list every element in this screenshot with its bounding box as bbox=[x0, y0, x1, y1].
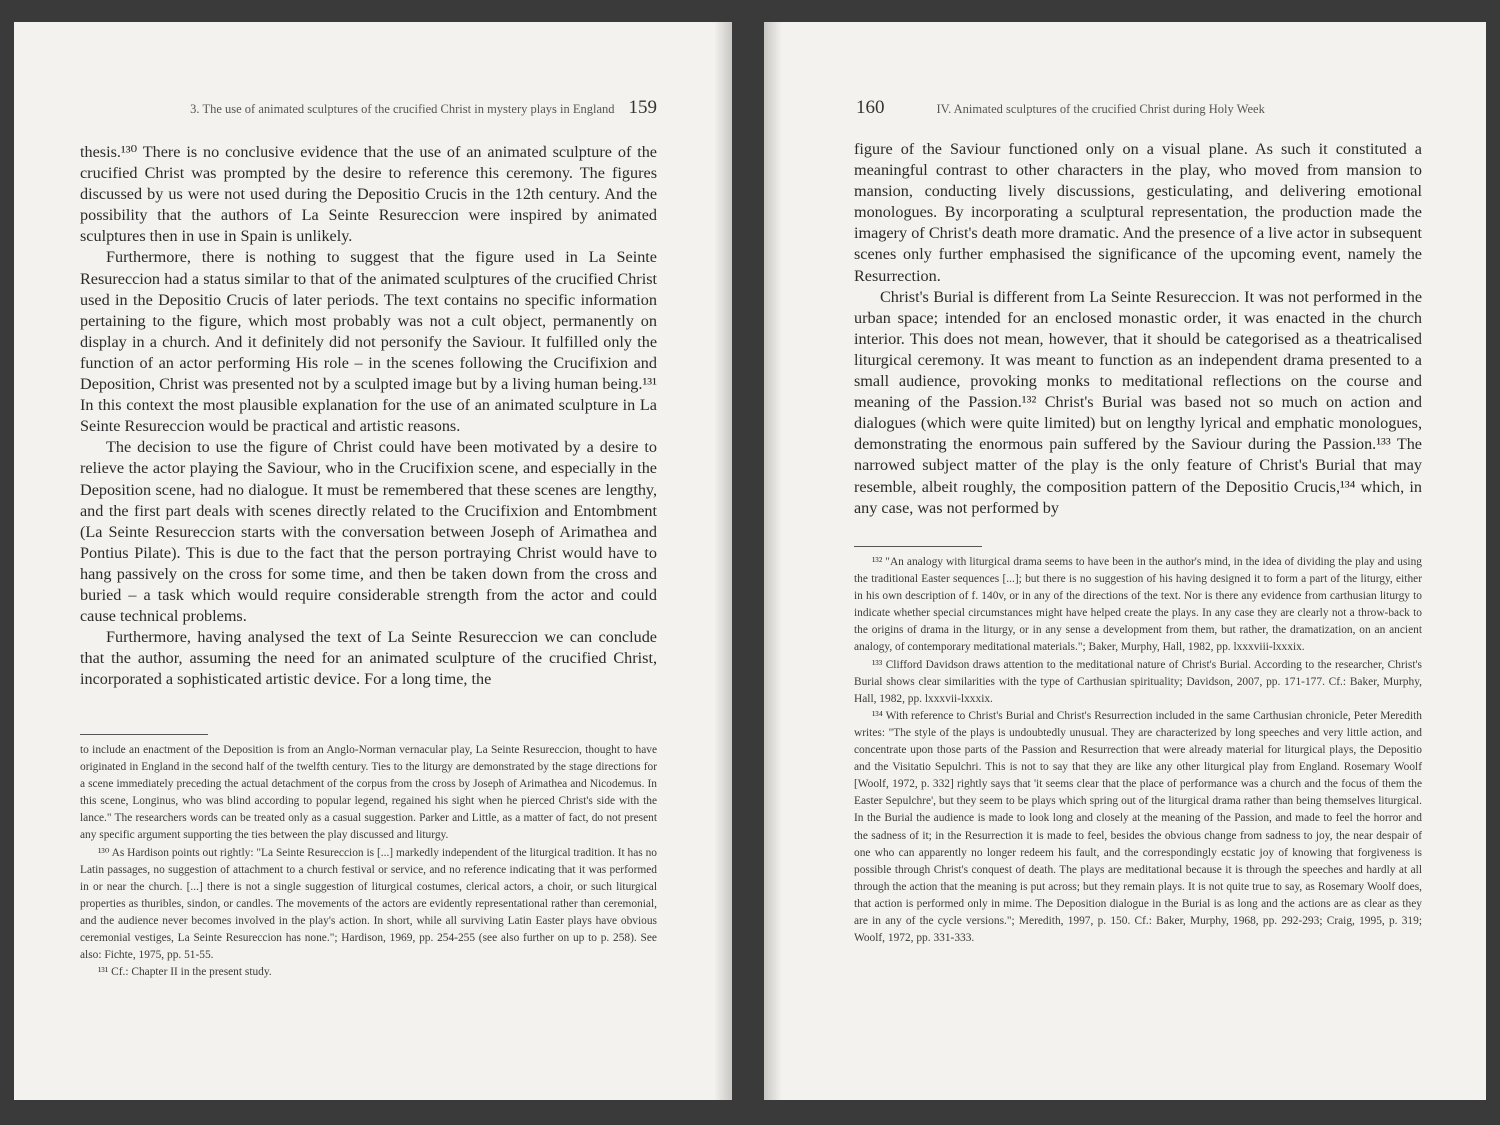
footnote-rule bbox=[854, 546, 982, 547]
footnote-rule bbox=[80, 734, 208, 735]
page-number: 160 bbox=[856, 97, 885, 118]
running-head-title: IV. Animated sculptures of the crucified Christ during Holy Week bbox=[936, 102, 1265, 116]
footnote: ¹³² "An analogy with liturgical drama seems to have been in the author's mind, in the idea of dividing the play and using the traditional Easter sequences [...]; but there is no suggestion of his having designed it to form a part of the liturgy, either in his own description of f. 140v, or in any of the directions of the text. Nor is there any evidence from carthusian liturgy to indicate whether special circumstances might have helped create the plays. In any case they are clearly not a throw-back to the origins of drama in the liturgy, or in any sense a development from them, but rather, the dramatization, on an ancient analogy, of contemporary meditational materials."; Baker, Murphy, Hall, 1982, pp. lxxxviii-lxxxix. bbox=[854, 556, 1422, 654]
body-text bbox=[80, 142, 657, 690]
left-page bbox=[14, 22, 732, 1100]
footnote: to include an enactment of the Deposition is from an Anglo-Norman vernacular play, La Seinte Resureccion, thought to have originated in England in the second half of the twelfth century. Ties to the liturgy are demonstrated by the stage directions for a scene immediately preceding the actual detachment of the corpus from the cross by Joseph of Arimathea and Nicodemus. In this scene, Longinus, who was blind according to popular legend, regained his sight when he pierced Christ's side with the lance." The researchers words can be treated only as a casual suggestion. Parker and Little, as a matter of fact, do not present any specific argument supporting the ties between the play discussed and liturgy. bbox=[80, 744, 657, 842]
footnote: ¹³⁰ As Hardison points out rightly: "La Seinte Resureccion is [...] markedly independent of the liturgical tradition. It has no Latin passages, no suggestion of attachment to a church festival or service, and no reference indicating that it was performed in or near the church. [...] there is not a single suggestion of liturgical costumes, clerical actors, a choir, or such liturgical properties as thuribles, sindon, or candles. The movements of the actors are evidently representational rather than ceremonial, and the audience never becomes involved in the play's action. In short, while all surviving Latin Easter plays have obvious ceremonial vestiges, La Seinte Resureccion has none."; Hardison, 1969, pp. 254-255 (see also further on up to p. 258). See also: Fichte, 1975, pp. 51-55. bbox=[80, 846, 657, 962]
paragraph: Christ's Burial is different from La Seinte Resureccion. It was not performed in the urban space; intended for an enclosed monastic order, it was enacted in the church interior. This does not mean, however, that it should be categorised as a theatricalised liturgical ceremony. It was meant to function as an independent drama presented to a small audience, provoking monks to meditational reflections on the course and meaning of the Passion.¹³² Christ's Burial was based not so much on action and dialogues (which were quite limited) but on lengthy lyrical and emphatic monologues, demonstrating the enormous pain suffered by the Saviour during the Passion.¹³³ The narrowed subject matter of the play is the only feature of Christ's Burial that may resemble, albeit roughly, the composition pattern of the Depositio Crucis,¹³⁴ which, in any case, was not performed by bbox=[854, 287, 1422, 517]
paragraph: Furthermore, having analysed the text of La Seinte Resureccion we can conclude that the author, assuming the need for an animated sculpture of the crucified Christ, incorporated a sophisticated artistic device. For a long time, the bbox=[80, 628, 657, 689]
gutter-shadow bbox=[764, 22, 782, 1100]
running-head bbox=[856, 97, 1265, 119]
body-text bbox=[854, 139, 1422, 519]
paragraph: The decision to use the figure of Christ could have been motivated by a desire to relieve the actor playing the Saviour, who in the Crucifixion scene, and especially in the Deposition scene, had no dialogue. It must be remembered that these scenes are lengthy, and the first part deals with scenes directly related to the Crucifixion and Entombment (La Seinte Resureccion starts with the conversation between Joseph of Arimathea and Pontius Pilate). This is due to the fact that the person portraying Christ would have to hang passively on the cross for some time, and then be taken down from the cross and buried – a task which would require considerable strength from the actor and could cause technical problems. bbox=[80, 438, 657, 626]
footnote: ¹³³ Clifford Davidson draws attention to the meditational nature of Christ's Burial. According to the researcher, Christ's Burial shows clear similarities with the type of Carthusian spirituality; Davidson, 2007, pp. 171-177. Cf.: Baker, Murphy, Hall, 1982, pp. lxxxvii-lxxxix. bbox=[854, 658, 1422, 705]
running-head-title: 3. The use of animated sculptures of the crucified Christ in mystery plays in England bbox=[190, 102, 615, 116]
footnotes bbox=[80, 742, 657, 981]
paragraph: figure of the Saviour functioned only on a visual plane. As such it constituted a meaningful contrast to other characters in the play, who moved from mansion to mansion, conducting lively discussions, gesticulating, and delivering emotional monologues. By incorporating a sculptural representation, the production made the imagery of Christ's death more dramatic. And the presence of a live actor in subsequent scenes only further emphasised the significance of the upcoming event, namely the Resurrection. bbox=[854, 140, 1422, 285]
footnote: ¹³¹ Cf.: Chapter II in the present study. bbox=[98, 966, 272, 979]
paragraph: thesis.¹³⁰ There is no conclusive evidence that the use of an animated sculpture of the crucified Christ was prompted by the desire to reference this ceremony. The figures discussed by us were not used during the Depositio Crucis in the 12th century. And the possibility that the authors of La Seinte Resureccion were inspired by animated sculptures then in use in Spain is unlikely. bbox=[80, 143, 657, 246]
paragraph: Furthermore, there is nothing to suggest that the figure used in La Seinte Resureccion had a status similar to that of the animated sculptures of the crucified Christ used in the Depositio Crucis of later periods. The text contains no specific information pertaining to the figure, which most probably was not a cult object, permanently on display in a church. And it definitely did not personify the Saviour. It fulfilled only the function of an actor performing His role – in the scenes following the Crucifixion and Deposition, Christ was presented not by a sculpted image but by a living human being.¹³¹ In this context the most plausible explanation for the use of an animated sculpture in La Seinte Resureccion would be practical and artistic reasons. bbox=[80, 248, 657, 436]
running-head bbox=[190, 97, 657, 119]
right-page bbox=[764, 22, 1486, 1100]
footnote: ¹³⁴ With reference to Christ's Burial and Christ's Resurrection included in the same Carthusian chronicle, Peter Meredith writes: "The style of the plays is undoubtedly unusual. They are characterized by long speeches and very little action, and concentrate upon those parts of the Passion and Resurrection that were already material for liturgical plays, the Depositio and the Visitatio Sepulchri. This is not to say that they are like any other liturgical play from England. Rosemary Woolf [Woolf, 1972, p. 332] rightly says that 'it seems clear that the place of performance was a church and the focus of them the Easter Sepulchre', but they seem to be plays which spring out of the liturgical drama rather than being themselves liturgical. In the Burial the audience is made to look long and closely at the meaning of the Passion, and made to feel the horror and the sadness of it; in the Resurrection it is made to feel, besides the obvious change from sadness to joy, the near despair of one who can apparently no longer redeem his fault, and the correspondingly ecstatic joy of knowing that forgiveness is possible through Christ's conquest of death. The plays are meditational because it is through the speeches and hardly at all through the action that the meaning is put across; but they remain plays. It is not quite true to say, as Rosemary Woolf does, that action is performed only in mime. The Deposition dialogue in the Burial is as long and the actions are as clear as they are in any of the cycle versions."; Meredith, 1997, p. 150. Cf.: Baker, Murphy, 1968, pp. 292-293; Craig, 1995, p. 319; Woolf, 1972, pp. 331-333. bbox=[854, 709, 1422, 945]
page-number: 159 bbox=[628, 97, 657, 118]
gutter-shadow bbox=[714, 22, 732, 1100]
footnotes bbox=[854, 554, 1422, 947]
